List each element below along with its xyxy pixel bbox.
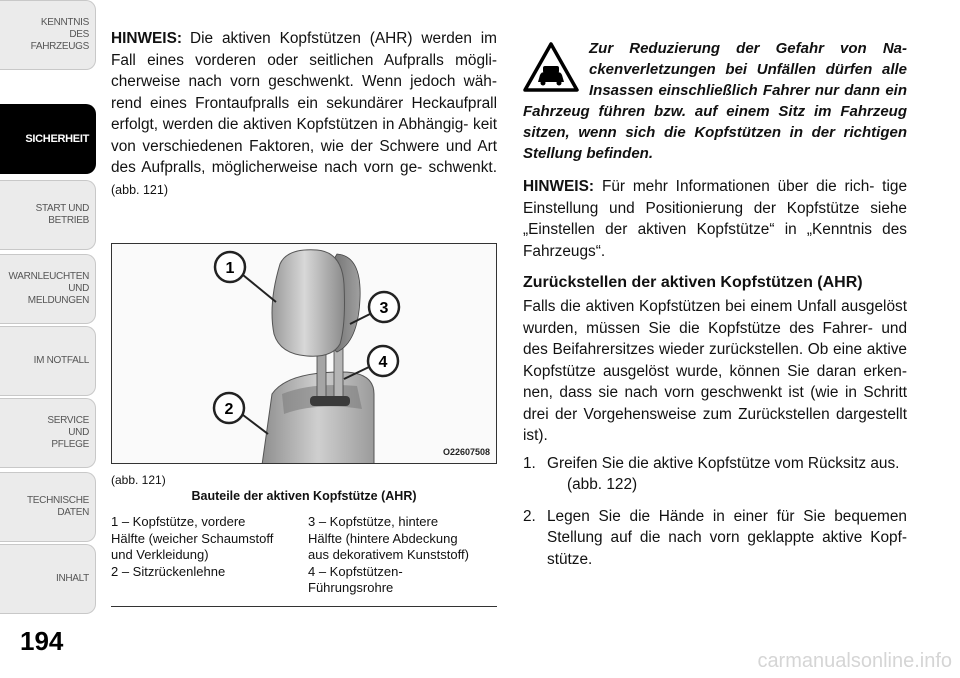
tab-technische-daten[interactable]: TECHNISCHE DATEN — [0, 472, 96, 542]
callout-3: 3 — [379, 300, 389, 317]
headrest-illustration — [112, 244, 497, 464]
tab-im-notfall[interactable]: IM NOTFALL — [0, 326, 96, 396]
figure-code: O22607508 — [442, 447, 490, 457]
callout-1: 1 — [225, 260, 235, 277]
caption-reference: (abb. 121) — [111, 473, 166, 487]
legend-column-1: 1 – Kopfstütze, vordere Hälfte (weicher Schaumstoff und Verkleidung) 2 – Sitzrückenlehne — [111, 514, 274, 579]
legend-divider — [111, 606, 497, 607]
tab-sicherheit[interactable]: SICHERHEIT — [0, 104, 96, 174]
legend-column-2: 3 – Kopfstütze, hintere Hälfte (hintere Abdeckung aus dekorativem Kunststoff) 4 – Kopfstützen- Führungsrohre — [308, 514, 469, 595]
step-item — [523, 453, 907, 496]
note-text: Die aktiven Kopfstützen (AHR) werden im Fall eines vorderen oder seitlichen Aufpralls mögli- cherweise nach vorn geschwenkt. Wenn jedoch wäh- rend eines Frontaufpralls ein sekundärer Heckaufprall erfolgt, werden die aktiven Kopfstützen in Abhängig- keit von verschiedenen Faktoren, wie der Schwere und Art des Aufpralls, möglicherweise nach vorn ge- schwenkt. — [111, 30, 497, 176]
step-figure-reference[interactable]: (abb. 122) — [567, 476, 638, 493]
caption-title: Bauteile der aktiven Kopfstütze (AHR) — [191, 489, 417, 503]
section-heading: Zurückstellen der aktiven Kopfstützen (AHR) — [523, 274, 863, 291]
tube-collar — [310, 396, 350, 406]
step-number: 1. — [523, 454, 536, 472]
callout-2: 2 — [224, 401, 234, 418]
tab-warnleuchten[interactable]: WARNLEUCHTEN UND MELDUNGEN — [0, 254, 96, 324]
step-item — [523, 506, 907, 571]
note-paragraph — [111, 28, 497, 201]
left-column — [111, 28, 497, 201]
right-note-label: HINWEIS: — [523, 178, 594, 195]
step-number: 2. — [523, 507, 536, 525]
step-text: Greifen Sie die aktive Kopfstütze vom Rücksitz aus. — [547, 454, 900, 472]
warning-block — [523, 38, 907, 164]
right-column — [523, 38, 907, 580]
tab-service[interactable]: SERVICE UND PFLEGE — [0, 398, 96, 468]
watermark: carmanualsonline.info — [757, 650, 952, 672]
headrest-figure — [111, 243, 497, 464]
tab-inhalt[interactable]: INHALT — [0, 544, 96, 614]
guide-tube-right — [334, 344, 343, 399]
right-note-paragraph — [523, 176, 907, 262]
page-number: 194 — [20, 626, 64, 656]
chapter-sidebar — [0, 0, 98, 620]
note-label: HINWEIS: — [111, 30, 182, 47]
callout-4: 4 — [378, 354, 388, 371]
step-text: Legen Sie die Hände in einer für Sie bequemen Stellung auf die nach vorn geklappte aktive Kopf- stütze. — [547, 507, 907, 568]
steps-list — [523, 453, 907, 571]
tab-start-betrieb[interactable]: START UND BETRIEB — [0, 180, 96, 250]
right-note-text: Für mehr Informationen über die rich- tige Einstellung und Positionierung der Kopfstütze siehe „Einstellen der aktiven Kopfstütze“ in „Kenntnis des Fahrzeugs“. — [523, 178, 907, 260]
figure-reference[interactable]: (abb. 121) — [111, 182, 168, 197]
warning-text: Zur Reduzierung der Gefahr von Na- ckenverletzungen bei Unfällen dürfen alle Insassen einschließlich Fahrer nur dann ein Fahrzeug führen bzw. auf einem Sitz im Fahrzeug sitzen, wenn sich die Kopfstützen in der richtigen Stellung befinden. — [523, 40, 907, 162]
tab-kenntnis[interactable]: KENNTNIS DES FAHRZEUGS — [0, 0, 96, 70]
warning-triangle-icon — [523, 42, 579, 92]
headrest-front — [272, 250, 345, 356]
section-paragraph: Falls die aktiven Kopfstützen bei einem Unfall ausgelöst wurden, müssen Sie die Kopfstütze des Fahrer- und des Beifahrersitzes wieder zurückstellen. Ob eine aktive Kopfstütze ausgelöst wurde, können Sie daran erken- nen, dass sie nach vorn geschwenkt ist (wie in Schritt drei der Vorgehensweise zum Zurückstellen dargestellt ist). — [523, 298, 907, 444]
